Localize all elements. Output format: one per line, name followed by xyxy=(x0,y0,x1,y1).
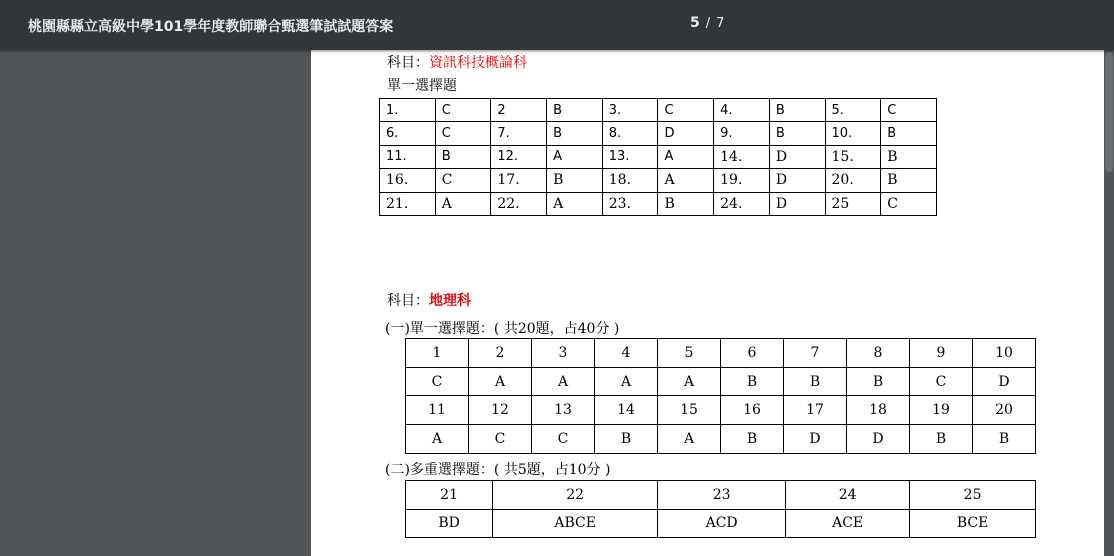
table-cell: 10 xyxy=(973,339,1036,368)
geography-multiple-choice-table xyxy=(405,480,1036,538)
table-cell: A xyxy=(469,367,532,396)
table-cell: C xyxy=(435,169,491,192)
table-cell: 11 xyxy=(406,396,469,425)
table-cell: 2 xyxy=(469,339,532,368)
table-cell: B xyxy=(595,425,658,454)
geography-single-choice-table xyxy=(405,338,1036,454)
table-cell: 20 xyxy=(973,396,1036,425)
single-choice-label: (一)單一選擇題：( 共20題，占40分 ) xyxy=(385,321,620,337)
table-cell: 13. xyxy=(602,145,658,168)
table-cell: B xyxy=(769,99,825,122)
table-cell: B xyxy=(910,425,973,454)
document-title: 桃園縣縣立高級中學101學年度教師聯合甄選筆試試題答案 xyxy=(28,19,394,35)
table-cell: 5. xyxy=(825,99,881,122)
subject-heading-it xyxy=(387,52,527,72)
table-cell: A xyxy=(595,367,658,396)
table-cell: 4 xyxy=(595,339,658,368)
table-cell: 7. xyxy=(491,122,547,145)
total-pages: 7 xyxy=(716,16,725,31)
question-type-label: 單一選擇題 xyxy=(387,78,457,94)
table-cell: 8. xyxy=(602,122,658,145)
table-row xyxy=(380,145,937,168)
table-cell: 23 xyxy=(658,481,786,510)
table-cell: B xyxy=(881,122,937,145)
table-cell: 12. xyxy=(491,145,547,168)
table-cell: 9. xyxy=(714,122,770,145)
table-cell: 24. xyxy=(714,192,770,215)
table-cell: C xyxy=(658,99,714,122)
subject-name: 資訊科技概論科 xyxy=(429,55,527,71)
table-cell: A xyxy=(658,145,714,168)
table-cell: 8 xyxy=(847,339,910,368)
table-cell: 15 xyxy=(658,396,721,425)
table-row xyxy=(380,169,937,192)
table-cell: B xyxy=(547,169,603,192)
table-cell: 11. xyxy=(380,145,436,168)
table-cell: B xyxy=(658,192,714,215)
table-cell: 1 xyxy=(406,339,469,368)
table-cell: C xyxy=(881,192,937,215)
table-cell: BD xyxy=(406,509,493,538)
table-cell: 3. xyxy=(602,99,658,122)
table-cell: 25 xyxy=(825,192,881,215)
table-cell: B xyxy=(784,367,847,396)
table-cell: D xyxy=(769,145,825,168)
table-cell: C xyxy=(435,122,491,145)
table-cell: B xyxy=(973,425,1036,454)
table-cell: B xyxy=(435,145,491,168)
table-cell: 2 xyxy=(491,99,547,122)
table-row xyxy=(380,122,937,145)
table-cell: 6 xyxy=(721,339,784,368)
table-cell: 17. xyxy=(491,169,547,192)
table-cell: 13 xyxy=(532,396,595,425)
table-cell: B xyxy=(721,367,784,396)
table-cell: 19. xyxy=(714,169,770,192)
table-cell: A xyxy=(658,367,721,396)
table-cell: B xyxy=(547,99,603,122)
table-cell: 7 xyxy=(784,339,847,368)
table-cell: 17 xyxy=(784,396,847,425)
table-cell: C xyxy=(532,425,595,454)
table-cell: 21 xyxy=(406,481,493,510)
table-cell: 21. xyxy=(380,192,436,215)
table-row xyxy=(380,192,937,215)
table-row xyxy=(406,481,1036,510)
table-cell: 18 xyxy=(847,396,910,425)
table-cell: A xyxy=(547,192,603,215)
table-cell: C xyxy=(406,367,469,396)
subject-heading-geography xyxy=(387,290,471,310)
table-cell: C xyxy=(881,99,937,122)
table-cell: B xyxy=(881,169,937,192)
table-cell: 20. xyxy=(825,169,881,192)
table-cell: D xyxy=(784,425,847,454)
table-cell: 25 xyxy=(910,481,1036,510)
table-cell: 10. xyxy=(825,122,881,145)
table-cell: B xyxy=(721,425,784,454)
table-cell: A xyxy=(547,145,603,168)
table-cell: 16 xyxy=(721,396,784,425)
table-cell: 5 xyxy=(658,339,721,368)
table-cell: 14 xyxy=(595,396,658,425)
table-cell: 4. xyxy=(714,99,770,122)
scrollbar-thumb[interactable] xyxy=(1105,52,1113,172)
table-cell: 15. xyxy=(825,145,881,168)
table-cell: 19 xyxy=(910,396,973,425)
table-row xyxy=(406,509,1036,538)
table-cell: 18. xyxy=(602,169,658,192)
subject-label: 科目： xyxy=(387,55,429,71)
table-row xyxy=(380,99,937,122)
current-page-number[interactable]: 5 xyxy=(690,15,700,31)
table-cell: D xyxy=(658,122,714,145)
table-cell: B xyxy=(547,122,603,145)
multiple-choice-label: (二)多重選擇題：( 共5題，占10分 ) xyxy=(385,462,611,478)
table-row xyxy=(406,425,1036,454)
table-cell: A xyxy=(532,367,595,396)
table-cell: D xyxy=(973,367,1036,396)
pdf-toolbar xyxy=(0,0,1114,50)
table-cell: ACE xyxy=(786,509,910,538)
table-row xyxy=(406,367,1036,396)
table-cell: D xyxy=(847,425,910,454)
table-cell: ACD xyxy=(658,509,786,538)
table-cell: B xyxy=(881,145,937,168)
table-row xyxy=(406,396,1036,425)
table-cell: 16. xyxy=(380,169,436,192)
table-cell: C xyxy=(910,367,973,396)
table-cell: 22 xyxy=(493,481,658,510)
table-cell: 14. xyxy=(714,145,770,168)
table-cell: A xyxy=(406,425,469,454)
table-cell: 6. xyxy=(380,122,436,145)
table-cell: ABCE xyxy=(493,509,658,538)
table-cell: A xyxy=(658,425,721,454)
table-cell: 24 xyxy=(786,481,910,510)
table-cell: C xyxy=(435,99,491,122)
vertical-scrollbar[interactable] xyxy=(1104,50,1114,556)
table-cell: B xyxy=(847,367,910,396)
table-cell: D xyxy=(769,192,825,215)
table-cell: D xyxy=(769,169,825,192)
page-indicator xyxy=(690,15,724,31)
table-cell: 12 xyxy=(469,396,532,425)
table-cell: 23. xyxy=(602,192,658,215)
table-cell: 1. xyxy=(380,99,436,122)
table-cell: 22. xyxy=(491,192,547,215)
table-row xyxy=(406,339,1036,368)
table-cell: C xyxy=(469,425,532,454)
subject-name: 地理科 xyxy=(429,293,471,309)
table-cell: 3 xyxy=(532,339,595,368)
subject-label: 科目： xyxy=(387,293,429,309)
it-answer-table xyxy=(379,98,937,216)
table-cell: BCE xyxy=(910,509,1036,538)
pdf-page xyxy=(311,50,1104,556)
table-cell: B xyxy=(769,122,825,145)
table-cell: A xyxy=(435,192,491,215)
page-separator: / xyxy=(705,16,711,31)
table-cell: A xyxy=(658,169,714,192)
table-cell: 9 xyxy=(910,339,973,368)
